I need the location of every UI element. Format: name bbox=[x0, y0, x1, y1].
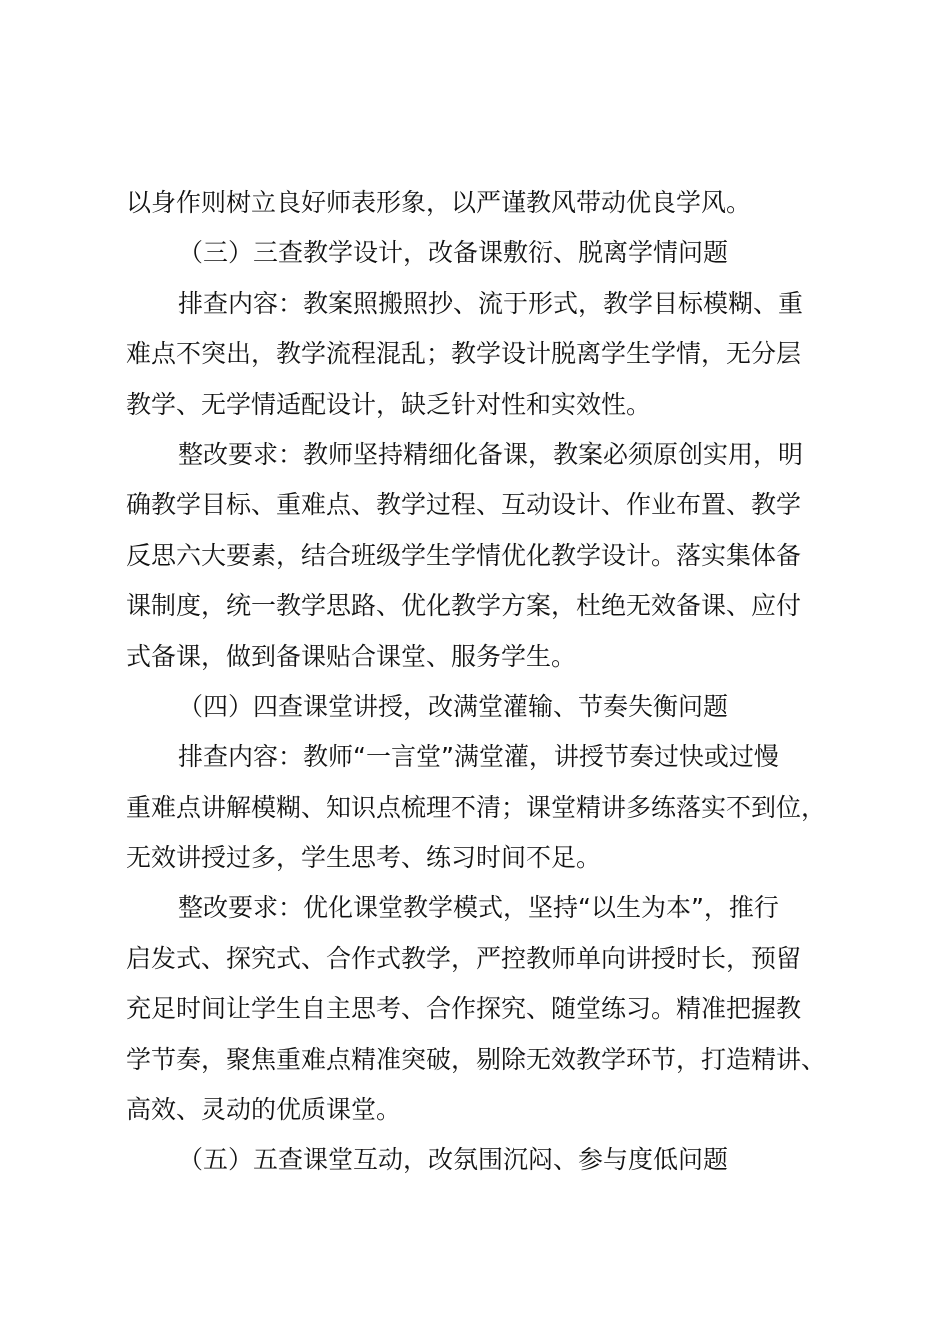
paragraph-line: 学节奏，聚焦重难点精准突破，剔除无效教学环节，打造精讲、 bbox=[126, 1044, 827, 1074]
paragraph-line: 启发式、探究式、合作式教学，严控教师单向讲授时长，预留 bbox=[126, 943, 802, 973]
paragraph-line: 课制度，统一教学思路、优化教学方案，杜绝无效备课、应付 bbox=[126, 591, 802, 621]
paragraph-line: 确教学目标、重难点、教学过程、互动设计、作业布置、教学 bbox=[126, 490, 802, 520]
paragraph-line: 反思六大要素，结合班级学生学情优化教学设计。落实集体备 bbox=[126, 540, 802, 570]
paragraph-line: 整改要求：教师坚持精细化备课，教案必须原创实用，明 bbox=[178, 439, 804, 469]
paragraph-line: 教学、无学情适配设计，缺乏针对性和实效性。 bbox=[126, 389, 652, 419]
section-heading: （三）三查教学设计，改备课敷衍、脱离学情问题 bbox=[178, 238, 729, 268]
paragraph-line: 难点不突出，教学流程混乱；教学设计脱离学生学情，无分层 bbox=[126, 339, 802, 369]
paragraph-line: 重难点讲解模糊、知识点梳理不清；课堂精讲多练落实不到位， bbox=[126, 792, 827, 822]
paragraph-line: 排查内容：教案照搬照抄、流于形式，教学目标模糊、重 bbox=[178, 288, 804, 318]
paragraph-line: 高效、灵动的优质课堂。 bbox=[126, 1095, 402, 1125]
paragraph-line: 排查内容：教师“一言堂”满堂灌，讲授节奏过快或过慢 bbox=[178, 742, 779, 772]
section-heading: （五）五查课堂互动，改氛围沉闷、参与度低问题 bbox=[178, 1145, 729, 1175]
paragraph-line: 式备课，做到备课贴合课堂、服务学生。 bbox=[126, 641, 577, 671]
paragraph-line: 整改要求：优化课堂教学模式，坚持“以生为本”，推行 bbox=[178, 893, 779, 923]
section-heading: （四）四查课堂讲授，改满堂灌输、节奏失衡问题 bbox=[178, 691, 729, 721]
document-body bbox=[126, 178, 832, 1186]
paragraph-line: 无效讲授过多，学生思考、练习时间不足。 bbox=[126, 843, 602, 873]
paragraph-line: 充足时间让学生自主思考、合作探究、随堂练习。精准把握教 bbox=[126, 994, 802, 1024]
paragraph-line: 以身作则树立良好师表形象，以严谨教风带动优良学风。 bbox=[126, 188, 752, 217]
